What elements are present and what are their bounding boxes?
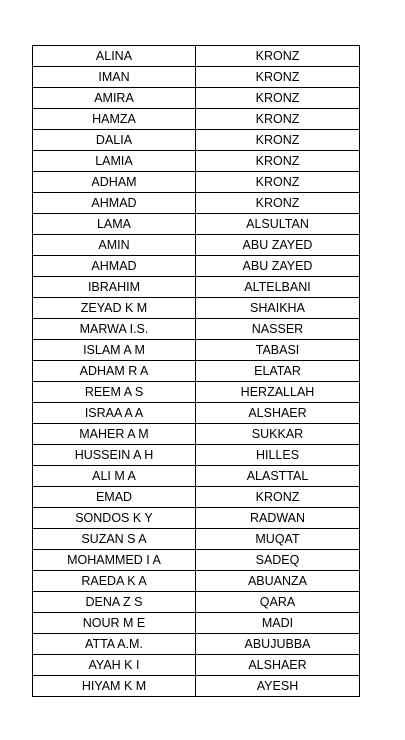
names-table-body (33, 46, 360, 697)
first-name-cell: MAHER A M (33, 424, 196, 445)
table-row (33, 613, 360, 634)
last-name-cell: KRONZ (196, 46, 360, 67)
first-name-cell: LAMIA (33, 151, 196, 172)
first-name-cell: SUZAN S A (33, 529, 196, 550)
table-row (33, 298, 360, 319)
last-name-cell: ABU ZAYED (196, 256, 360, 277)
table-row (33, 277, 360, 298)
table-row (33, 424, 360, 445)
first-name-cell: SONDOS K Y (33, 508, 196, 529)
first-name-cell: AYAH K I (33, 655, 196, 676)
table-row (33, 508, 360, 529)
first-name-cell: RAEDA K A (33, 571, 196, 592)
last-name-cell: KRONZ (196, 487, 360, 508)
first-name-cell: ISLAM A M (33, 340, 196, 361)
table-row (33, 466, 360, 487)
first-name-cell: HAMZA (33, 109, 196, 130)
first-name-cell: MOHAMMED I A (33, 550, 196, 571)
table-row (33, 214, 360, 235)
first-name-cell: ATTA A.M. (33, 634, 196, 655)
table-row (33, 634, 360, 655)
first-name-cell: NOUR M E (33, 613, 196, 634)
last-name-cell: SADEQ (196, 550, 360, 571)
last-name-cell: KRONZ (196, 88, 360, 109)
table-row (33, 592, 360, 613)
first-name-cell: REEM A S (33, 382, 196, 403)
last-name-cell: KRONZ (196, 151, 360, 172)
last-name-cell: ABUANZA (196, 571, 360, 592)
last-name-cell: KRONZ (196, 172, 360, 193)
table-row (33, 445, 360, 466)
table-row (33, 361, 360, 382)
table-row (33, 487, 360, 508)
last-name-cell: ABU ZAYED (196, 235, 360, 256)
table-row (33, 256, 360, 277)
table-row (33, 235, 360, 256)
table-row (33, 109, 360, 130)
table-row (33, 676, 360, 697)
first-name-cell: ISRAA A A (33, 403, 196, 424)
last-name-cell: TABASI (196, 340, 360, 361)
first-name-cell: DALIA (33, 130, 196, 151)
first-name-cell: EMAD (33, 487, 196, 508)
last-name-cell: MADI (196, 613, 360, 634)
first-name-cell: ALI M A (33, 466, 196, 487)
table-row (33, 172, 360, 193)
table-row (33, 550, 360, 571)
first-name-cell: ALINA (33, 46, 196, 67)
last-name-cell: ALSHAER (196, 403, 360, 424)
last-name-cell: ABUJUBBA (196, 634, 360, 655)
last-name-cell: SHAIKHA (196, 298, 360, 319)
last-name-cell: ELATAR (196, 361, 360, 382)
first-name-cell: HUSSEIN A H (33, 445, 196, 466)
first-name-cell: MARWA I.S. (33, 319, 196, 340)
first-name-cell: AMIRA (33, 88, 196, 109)
table-row (33, 67, 360, 88)
last-name-cell: QARA (196, 592, 360, 613)
table-row (33, 46, 360, 67)
first-name-cell: ADHAM (33, 172, 196, 193)
last-name-cell: HILLES (196, 445, 360, 466)
table-row (33, 382, 360, 403)
last-name-cell: RADWAN (196, 508, 360, 529)
last-name-cell: KRONZ (196, 130, 360, 151)
last-name-cell: ALSULTAN (196, 214, 360, 235)
last-name-cell: ALTELBANI (196, 277, 360, 298)
table-row (33, 88, 360, 109)
last-name-cell: AYESH (196, 676, 360, 697)
table-row (33, 130, 360, 151)
first-name-cell: HIYAM K M (33, 676, 196, 697)
table-row (33, 340, 360, 361)
last-name-cell: KRONZ (196, 67, 360, 88)
first-name-cell: IMAN (33, 67, 196, 88)
last-name-cell: SUKKAR (196, 424, 360, 445)
last-name-cell: KRONZ (196, 109, 360, 130)
first-name-cell: AHMAD (33, 256, 196, 277)
first-name-cell: IBRAHIM (33, 277, 196, 298)
last-name-cell: KRONZ (196, 193, 360, 214)
first-name-cell: AMIN (33, 235, 196, 256)
last-name-cell: ALASTTAL (196, 466, 360, 487)
table-row (33, 529, 360, 550)
table-row (33, 403, 360, 424)
table-row (33, 571, 360, 592)
last-name-cell: NASSER (196, 319, 360, 340)
first-name-cell: ZEYAD K M (33, 298, 196, 319)
first-name-cell: LAMA (33, 214, 196, 235)
first-name-cell: AHMAD (33, 193, 196, 214)
table-row (33, 655, 360, 676)
last-name-cell: HERZALLAH (196, 382, 360, 403)
last-name-cell: ALSHAER (196, 655, 360, 676)
first-name-cell: DENA Z S (33, 592, 196, 613)
table-row (33, 193, 360, 214)
last-name-cell: MUQAT (196, 529, 360, 550)
table-row (33, 319, 360, 340)
first-name-cell: ADHAM R A (33, 361, 196, 382)
table-row (33, 151, 360, 172)
names-table (32, 45, 360, 697)
